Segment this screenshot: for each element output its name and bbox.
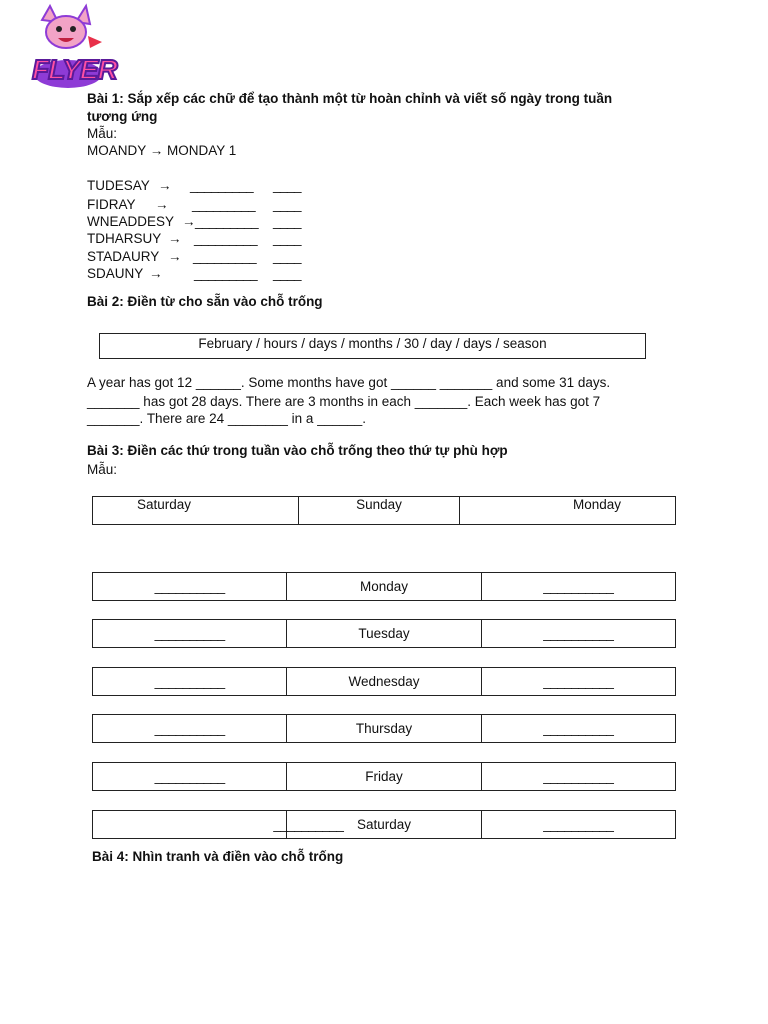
exercise-1-title-cont: tương ứng bbox=[87, 109, 158, 124]
day-before-blank[interactable]: __________ bbox=[92, 762, 287, 791]
days-row bbox=[92, 762, 676, 791]
exercise-2-title: Bài 2: Điền từ cho sẵn vào chỗ trống bbox=[87, 294, 323, 309]
flyer-logo bbox=[28, 2, 117, 92]
word-bank-box bbox=[99, 333, 646, 359]
exercise-3-title: Bài 3: Điền các thứ trong tuần vào chỗ trống theo thứ tự phù hợp bbox=[87, 443, 508, 458]
day-after-blank[interactable]: __________ bbox=[482, 572, 676, 601]
exercise-4-title: Bài 4: Nhìn tranh và điền vào chỗ trống bbox=[92, 849, 344, 864]
answer-blank[interactable]: _________ bbox=[193, 249, 257, 264]
answer-blank[interactable]: _________ bbox=[194, 266, 258, 281]
arrow-icon: → bbox=[155, 197, 169, 212]
arrow-icon: → bbox=[182, 214, 196, 229]
arrow-icon: → bbox=[168, 249, 182, 264]
number-blank[interactable]: ____ bbox=[273, 197, 302, 212]
passage-line: _______ has got 28 days. There are 3 months in each _______. Each week has got 7 bbox=[87, 394, 601, 409]
number-blank[interactable]: ____ bbox=[273, 214, 302, 229]
number-blank[interactable]: ____ bbox=[273, 231, 302, 246]
exercise-1-title: Bài 1: Sắp xếp các chữ để tạo thành một từ hoàn chỉnh và viết số ngày trong tuần bbox=[87, 91, 613, 106]
number-blank[interactable]: ____ bbox=[273, 178, 302, 193]
day-after-blank[interactable]: __________ bbox=[482, 714, 676, 743]
scramble-word: STADAURY bbox=[87, 249, 160, 264]
given-day-cell: Thursday bbox=[287, 714, 481, 743]
passage-line: _______. There are 24 ________ in a ______. bbox=[87, 411, 366, 426]
exercise-3-sample-label: Mẫu: bbox=[87, 462, 118, 477]
scramble-word: SDAUNY bbox=[87, 266, 144, 281]
answer-blank[interactable]: _________ bbox=[194, 231, 258, 246]
scramble-word: TUDESAY bbox=[87, 178, 150, 193]
day-after-blank[interactable]: __________ bbox=[482, 619, 676, 648]
answer-blank[interactable]: _________ bbox=[190, 178, 254, 193]
answer-blank[interactable]: _________ bbox=[192, 197, 256, 212]
sample-day-cell: Sunday bbox=[299, 496, 461, 525]
word-bank-text: February / hours / days / months / 30 / day / days / season bbox=[198, 336, 547, 351]
exercise-1-sample-line: MOANDY → MONDAY 1 bbox=[87, 143, 237, 158]
day-before-blank[interactable]: __________ bbox=[92, 572, 287, 601]
given-day-cell: Friday bbox=[287, 762, 481, 791]
scramble-word: FIDRAY bbox=[87, 197, 136, 212]
given-day-cell: Monday bbox=[287, 572, 481, 601]
scramble-word: WNEADDESY bbox=[87, 214, 175, 229]
sample-day-cell: Monday bbox=[460, 496, 676, 525]
given-day-cell: Tuesday bbox=[287, 619, 481, 648]
days-row bbox=[92, 667, 676, 696]
day-before-blank[interactable]: __________ bbox=[273, 817, 344, 832]
days-row bbox=[92, 714, 676, 743]
days-row bbox=[92, 572, 676, 601]
day-before-blank[interactable]: __________ bbox=[92, 714, 287, 743]
given-day-text: Saturday bbox=[356, 817, 412, 832]
sample-days-row bbox=[92, 496, 676, 525]
given-day-cell bbox=[273, 810, 481, 839]
arrow-icon: → bbox=[149, 266, 163, 281]
day-after-blank[interactable]: __________ bbox=[482, 810, 676, 839]
day-before-blank[interactable]: __________ bbox=[92, 667, 287, 696]
days-row bbox=[92, 619, 676, 648]
scramble-word: TDHARSUY bbox=[87, 231, 162, 246]
day-after-blank[interactable]: __________ bbox=[482, 667, 676, 696]
arrow-icon: → bbox=[168, 231, 182, 246]
given-day-cell: Wednesday bbox=[287, 667, 481, 696]
arrow-icon: → bbox=[158, 178, 172, 193]
answer-blank[interactable]: _________ bbox=[195, 214, 259, 229]
number-blank[interactable]: ____ bbox=[273, 266, 302, 281]
days-row bbox=[92, 810, 676, 839]
logo-text: FLYER bbox=[32, 54, 117, 85]
exercise-1-sample-label: Mẫu: bbox=[87, 126, 118, 141]
day-before-cell bbox=[92, 810, 287, 839]
number-blank[interactable]: ____ bbox=[273, 249, 302, 264]
day-before-blank[interactable]: __________ bbox=[92, 619, 287, 648]
sample-day-cell: Saturday bbox=[92, 496, 299, 525]
passage-line: A year has got 12 ______. Some months have got ______ _______ and some 31 days. bbox=[87, 375, 611, 390]
day-after-blank[interactable]: __________ bbox=[482, 762, 676, 791]
